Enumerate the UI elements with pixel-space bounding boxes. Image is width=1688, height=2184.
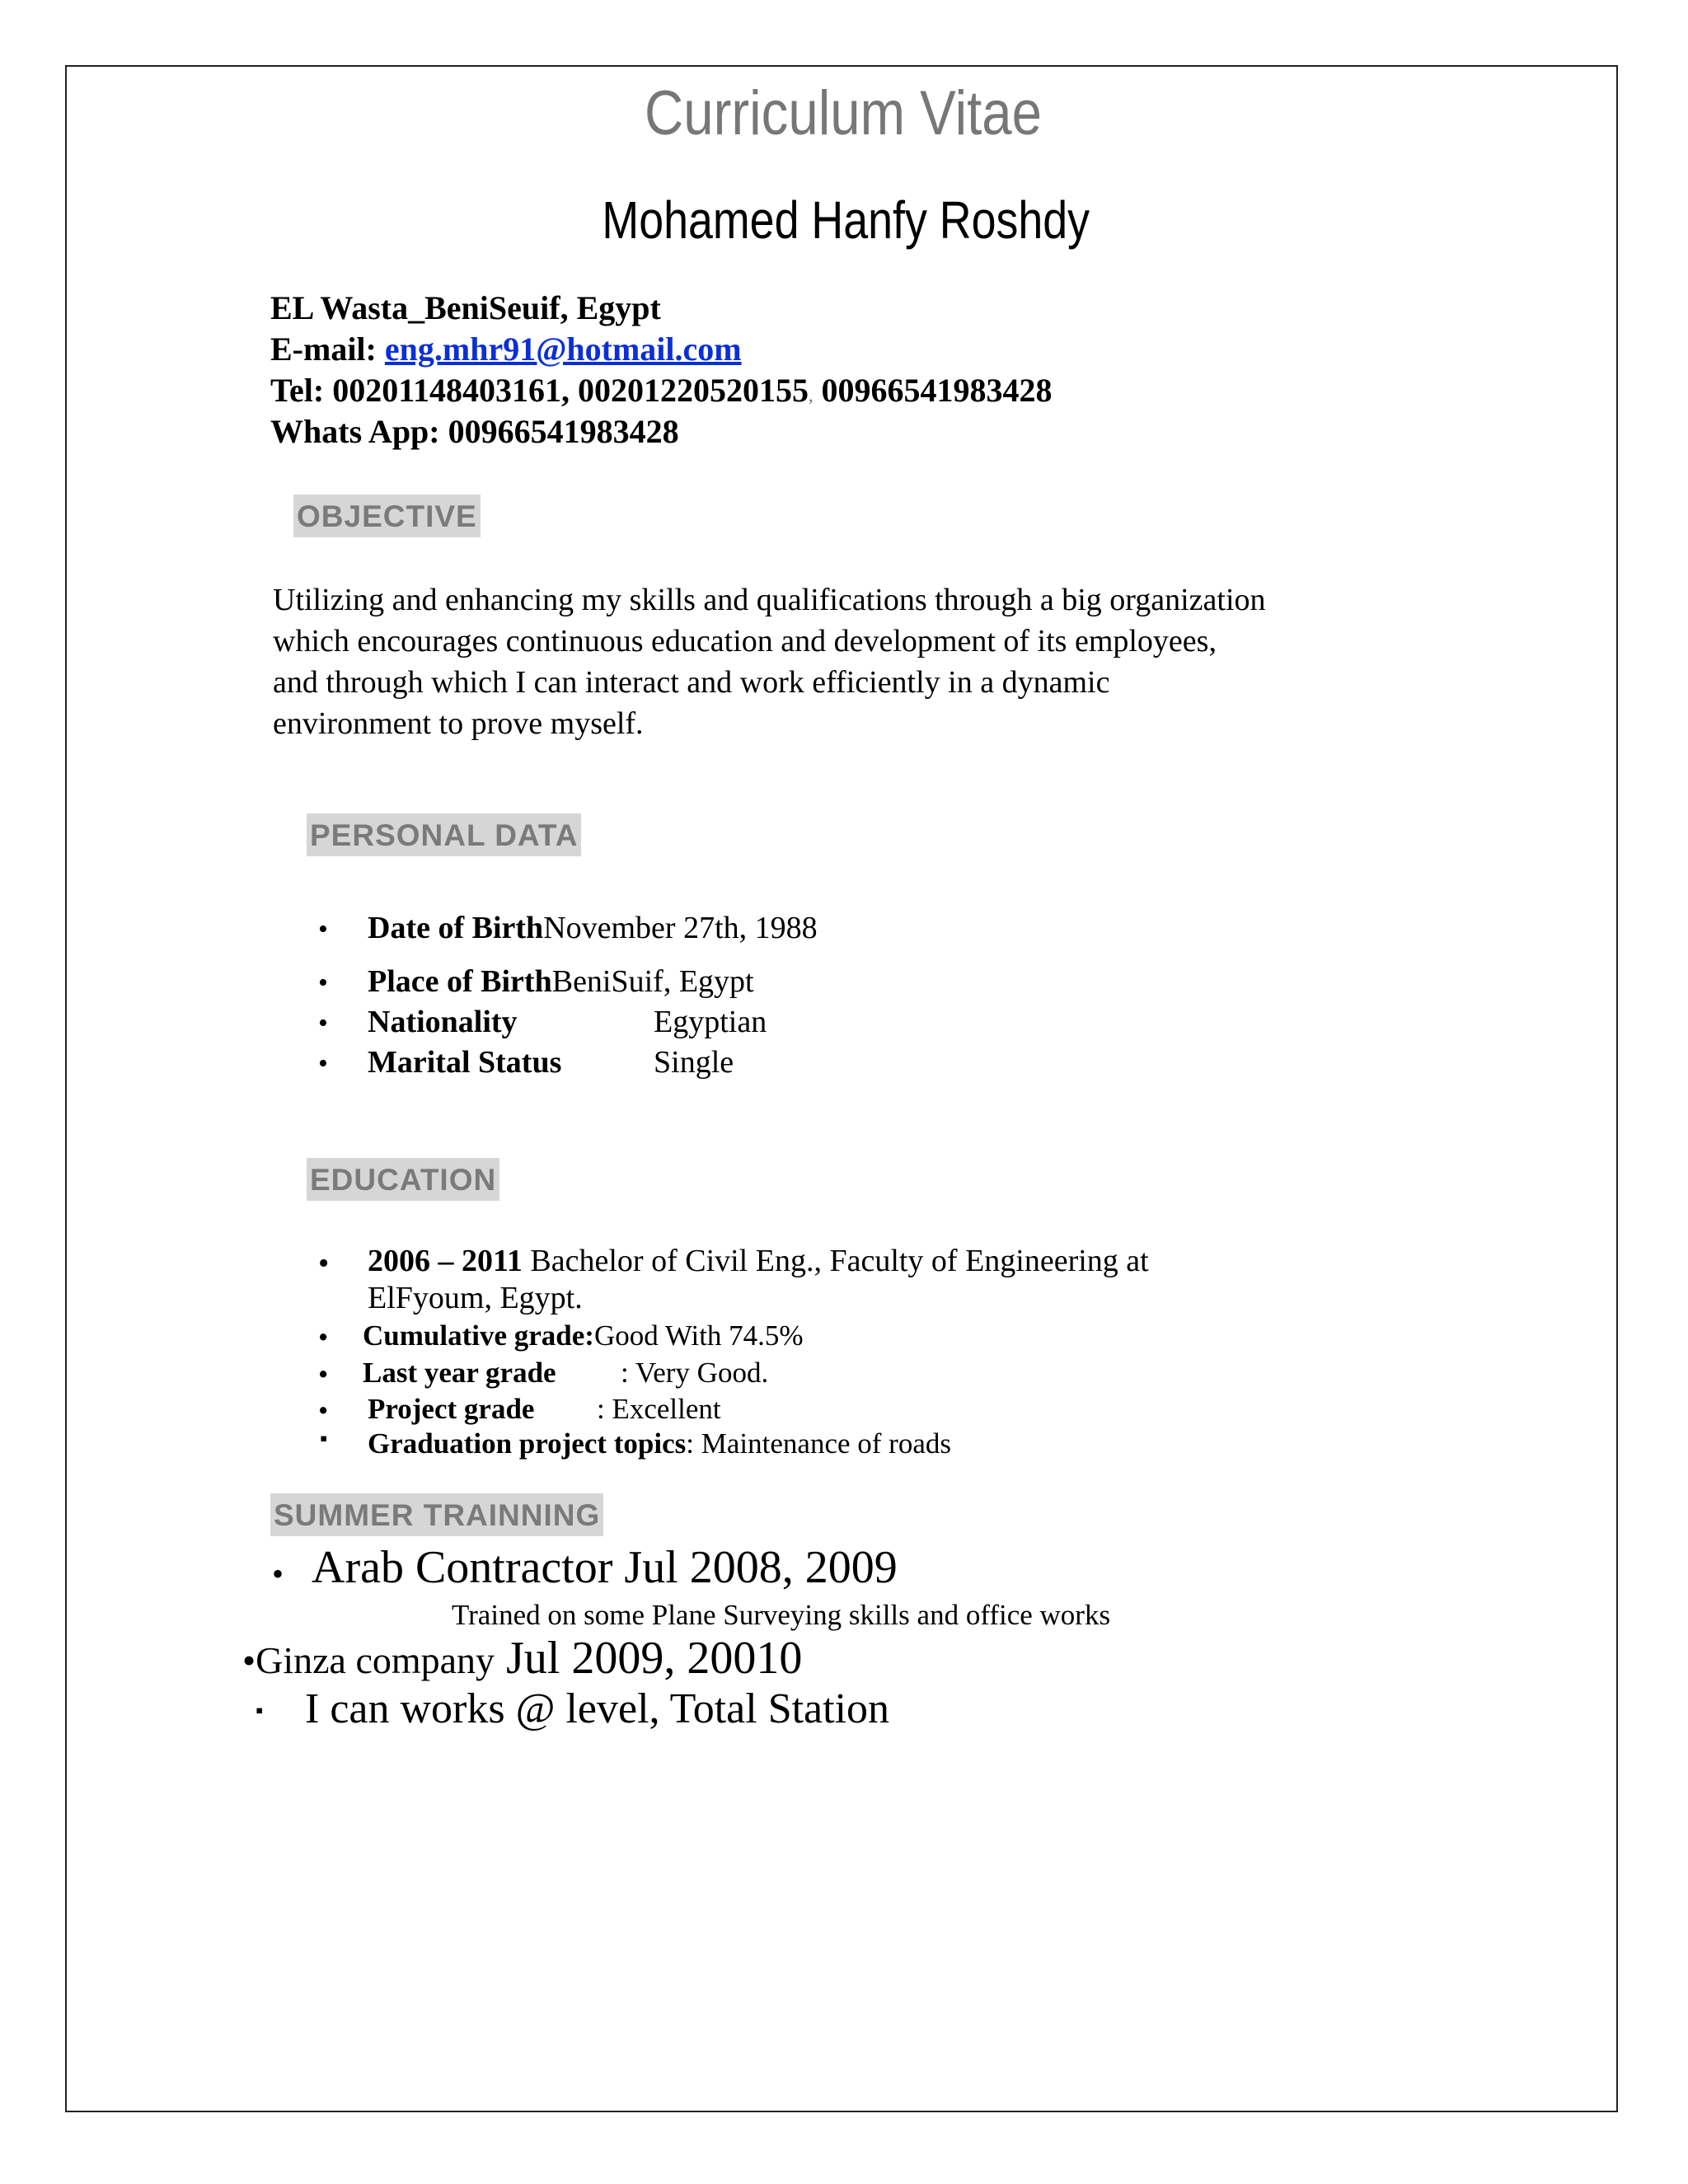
list-item [368,963,754,1000]
list-item [318,910,328,946]
bullet-icon: • [318,1321,329,1353]
place-of-birth-label: Place of Birth [368,964,552,999]
bullet-icon: • [318,968,328,998]
nationality-value: Egyptian [654,1005,767,1039]
graduation-topics-label: Graduation project topics [368,1427,687,1460]
tel-number-3: 00966541983428 [813,372,1053,409]
square-bullet-icon: ▪ [256,1699,264,1722]
email-link[interactable]: eng.mhr91@hotmail.com [384,330,742,368]
training-item-arab-contractor: Arab Contractor Jul 2008, 2009 [312,1542,898,1593]
contact-email-line [270,329,742,370]
bullet-icon: • [318,1008,328,1038]
contact-whatsapp: Whats App: 00966541983428 [270,413,679,450]
ginza-company-label: •Ginza company [242,1639,495,1681]
marital-status-label: Marital Status [368,1045,562,1080]
marital-status-value: Single [654,1045,734,1080]
candidate-name: Mohamed Hanfy Roshdy [602,190,1090,250]
list-item [318,1004,328,1040]
project-grade-value: : Excellent [597,1393,721,1425]
summer-training-heading: SUMMER TRAINNING [270,1493,603,1536]
square-bullet-icon: ▪ [320,1427,328,1451]
training-item-detail: Trained on some Plane Surveying skills and office works [452,1599,1111,1631]
tel-numbers: 00201148403161, 00201220520155 [332,372,809,409]
cumulative-grade-item [363,1319,804,1352]
document-title: Curriculum Vitae [645,78,1042,148]
tel-separator: , [809,385,814,405]
personal-data-heading: PERSONAL DATA [307,813,581,856]
date-of-birth-value: November 27th, 1988 [543,911,818,945]
bullet-icon: • [318,914,328,944]
bullet-icon: • [318,1358,329,1390]
objective-line: Utilizing and enhancing my skills and qualifications through a big organization [273,583,1266,617]
bullet-icon: • [272,1555,284,1592]
ginza-dates: Jul 2009, 20010 [495,1633,803,1684]
objective-paragraph [273,579,1266,744]
bullet-icon: • [318,1394,329,1427]
objective-line: which encourages continuous education and development of its employees, [273,624,1217,658]
list-item [368,910,818,946]
objective-line: environment to prove myself. [273,706,644,741]
degree-text: Bachelor of Civil Eng., Faculty of Engineering at [522,1244,1149,1278]
contact-address: EL Wasta_BeniSeuif, Egypt [270,289,661,326]
degree-years: 2006 – 2011 [368,1244,523,1278]
contact-phone-line [270,370,1053,416]
objective-heading: OBJECTIVE [293,494,481,537]
email-label: E-mail: [270,330,385,368]
list-item [318,1044,328,1080]
bullet-icon: • [318,1048,328,1079]
tel-label: Tel: [270,372,333,409]
training-item-skills: I can works @ level, Total Station [305,1685,890,1732]
last-year-grade-value: : Very Good. [621,1357,769,1389]
cumulative-grade-label: Cumulative grade: [363,1319,594,1352]
date-of-birth-label: Date of Birth [368,911,544,945]
nationality-label: Nationality [368,1005,518,1039]
graduation-topics-value: : Maintenance of roads [686,1427,951,1460]
project-grade-label: Project grade [368,1393,535,1425]
objective-line: and through which I can interact and work efficiently in a dynamic [273,665,1110,700]
graduation-topics-item [368,1427,951,1460]
last-year-grade-label: Last year grade [363,1357,556,1389]
list-item [318,963,328,1000]
training-item-ginza [242,1632,802,1685]
place-of-birth-value: BeniSuif, Egypt [551,964,754,999]
degree-line [368,1243,1149,1279]
bullet-icon: • [318,1246,330,1281]
cumulative-grade-value: Good With 74.5% [593,1319,804,1352]
degree-line-2: ElFyoum, Egypt. [368,1281,583,1315]
education-heading: EDUCATION [307,1158,499,1201]
